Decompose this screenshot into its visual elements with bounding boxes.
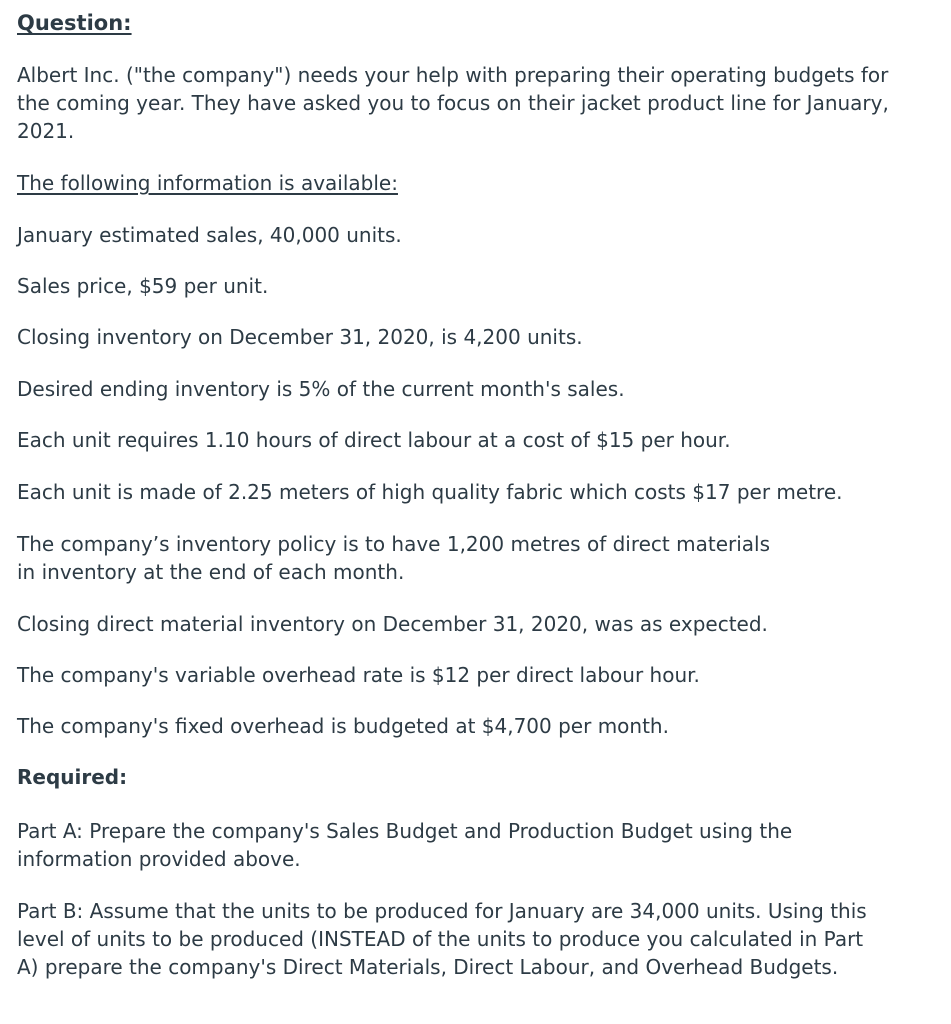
part-b xyxy=(17,897,867,981)
intro-paragraph xyxy=(17,61,889,145)
part-a-line: information provided above. xyxy=(17,847,301,871)
info-desired-ending-inventory: Desired ending inventory is 5% of the current month's sales. xyxy=(17,377,625,401)
part-b-line: level of units to be produced (INSTEAD of the units to produce you calculated in Part xyxy=(17,927,864,951)
policy-line: The company’s inventory policy is to have 1,200 metres of direct materials xyxy=(17,532,771,556)
info-price: Sales price, $59 per unit. xyxy=(17,274,269,298)
info-variable-overhead: The company's variable overhead rate is $12 per direct labour hour. xyxy=(17,663,700,687)
info-direct-labour: Each unit requires 1.10 hours of direct labour at a cost of $15 per hour. xyxy=(17,428,731,452)
part-a xyxy=(17,817,792,873)
intro-line: 2021. xyxy=(17,119,75,143)
info-fixed-overhead: The company's fixed overhead is budgeted at $4,700 per month. xyxy=(17,714,669,738)
required-heading: Required: xyxy=(17,765,128,789)
info-sales: January estimated sales, 40,000 units. xyxy=(17,223,402,247)
question-heading: Question: xyxy=(17,11,132,35)
info-heading: The following information is available: xyxy=(17,171,398,195)
policy-line: in inventory at the end of each month. xyxy=(17,560,405,584)
part-b-line: A) prepare the company's Direct Materials, Direct Labour, and Overhead Budgets. xyxy=(17,955,839,979)
intro-line: the coming year. They have asked you to focus on their jacket product line for January, xyxy=(17,91,889,115)
intro-line: Albert Inc. ("the company") needs your help with preparing their operating budgets for xyxy=(17,63,889,87)
info-inventory-policy xyxy=(17,530,770,586)
info-closing-inventory: Closing inventory on December 31, 2020, is 4,200 units. xyxy=(17,325,583,349)
info-fabric: Each unit is made of 2.25 meters of high quality fabric which costs $17 per metre. xyxy=(17,480,843,504)
info-closing-material: Closing direct material inventory on December 31, 2020, was as expected. xyxy=(17,612,768,636)
part-a-line: Part A: Prepare the company's Sales Budget and Production Budget using the xyxy=(17,819,793,843)
part-b-line: Part B: Assume that the units to be produced for January are 34,000 units. Using this xyxy=(17,899,867,923)
